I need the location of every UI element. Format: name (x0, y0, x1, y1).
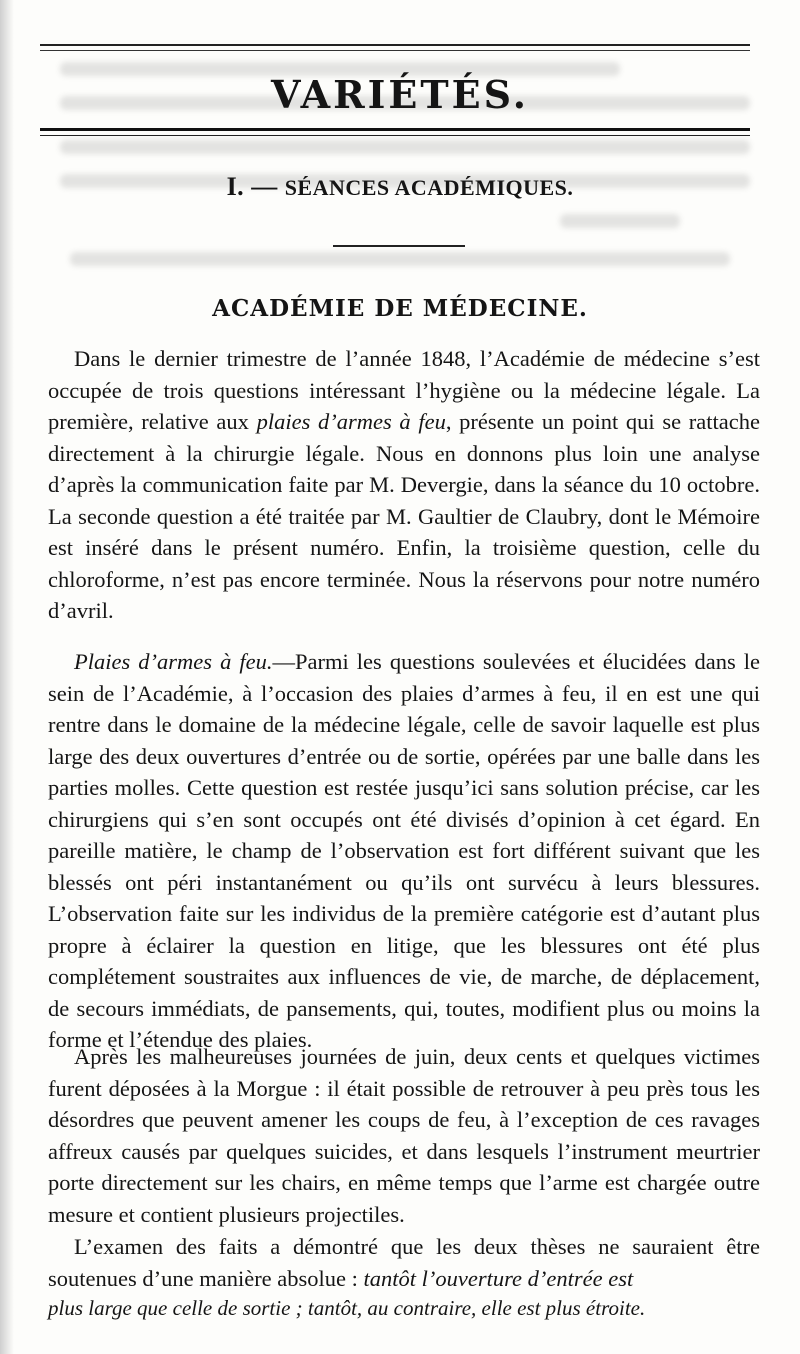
section-dash: — (251, 172, 278, 201)
section-heading (0, 172, 800, 202)
ghost-line (560, 214, 680, 228)
paragraph-last-line: plus large que celle de sortie ; tantôt, au contraire, elle est plus étroite. (48, 1296, 646, 1320)
page-gutter-shadow (0, 0, 14, 1354)
paragraph-examen (48, 1231, 760, 1294)
paragraph-plaies (48, 646, 760, 1056)
page-title: VARIÉTÉS. (271, 72, 529, 117)
paragraph-text: , présente un point qui se rattache directement à la chirurgie légale. Nous en donnons plus loin une analyse d’après la communication faite par M. Devergie, dans la séance du 10 octobre. La seconde question a été traitée par M. Gaultier de Claubry, dont le Mémoire est inséré dans le présent numéro. Enfin, la troisième question, celle du chloroforme, n’est pas encore terminée. Nous la réservons pour notre numéro d’avril. (48, 409, 760, 623)
header-rule-thin (40, 50, 750, 51)
paragraph-intro (48, 343, 760, 627)
header-rule (40, 44, 750, 46)
paragraph-text: Après les malheureuses journées de juin, deux cents et quelques victimes furent déposées à la Morgue : il était possible de retrouver à peu près tous les désordres que peuvent amener les coups de feu, à l’exception de ces ravages affreux causés par quelques suicides, et dans lesquels l’instrument meurtrier porte directement sur les chairs, en même temps que l’arme est chargée outre mesure et contient plusieurs projectiles. (48, 1044, 760, 1227)
section-divider (333, 245, 465, 247)
section-number: I. (226, 172, 245, 201)
paragraph-italic: plaies d’armes à feu (256, 409, 446, 434)
paragraph-text: Dans le dernier trimestre de l’année 1848, l’Académie de médecine s’est occupée de trois questions intéressant l’hygiène ou la médecine légale. La première, relative aux (48, 346, 760, 434)
paragraph-italic: Plaies d’armes à feu. (74, 649, 273, 674)
ghost-line (70, 252, 730, 266)
paragraph-italic: tantôt l’ouverture d’entrée est (363, 1265, 634, 1291)
section-label: SÉANCES ACADÉMIQUES. (284, 175, 574, 200)
subheading: ACADÉMIE DE MÉDECINE. (212, 295, 588, 322)
paragraph-journees (48, 1041, 760, 1230)
ghost-line (60, 140, 750, 154)
title-rule-thin (40, 135, 750, 136)
paragraph-text: L’examen des faits a démontré que les deux thèses ne sauraient être soutenues d’une manière absolue : (48, 1234, 760, 1291)
paragraph-text: —Parmi les questions soulevées et élucidées dans le sein de l’Académie, à l’occasion des plaies d’armes à feu, il en est une qui rentre dans le domaine de la médecine légale, celle de savoir laquelle est plus large des deux ouvertures d’entrée ou de sortie, opérées par une balle dans les parties molles. Cette question est restée jusqu’ici sans solution précise, car les chirurgiens qui s’en sont occupés ont été divisés d’opinion à cet égard. En pareille matière, le champ de l’observation est fort différent suivant que les blessés ont péri instantanément ou qu’ils ont survécu à leurs blessures. L’observation faite sur les individus de la première catégorie est d’autant plus propre à éclairer la question en litige, que les blessures ont été plus complétement soustraites aux influences de vie, de marche, de déplacement, de secours immédiats, de pansements, qui, toutes, modifient plus ou moins la forme et l’étendue des plaies. (48, 649, 760, 1052)
title-rule-thick (40, 128, 750, 131)
